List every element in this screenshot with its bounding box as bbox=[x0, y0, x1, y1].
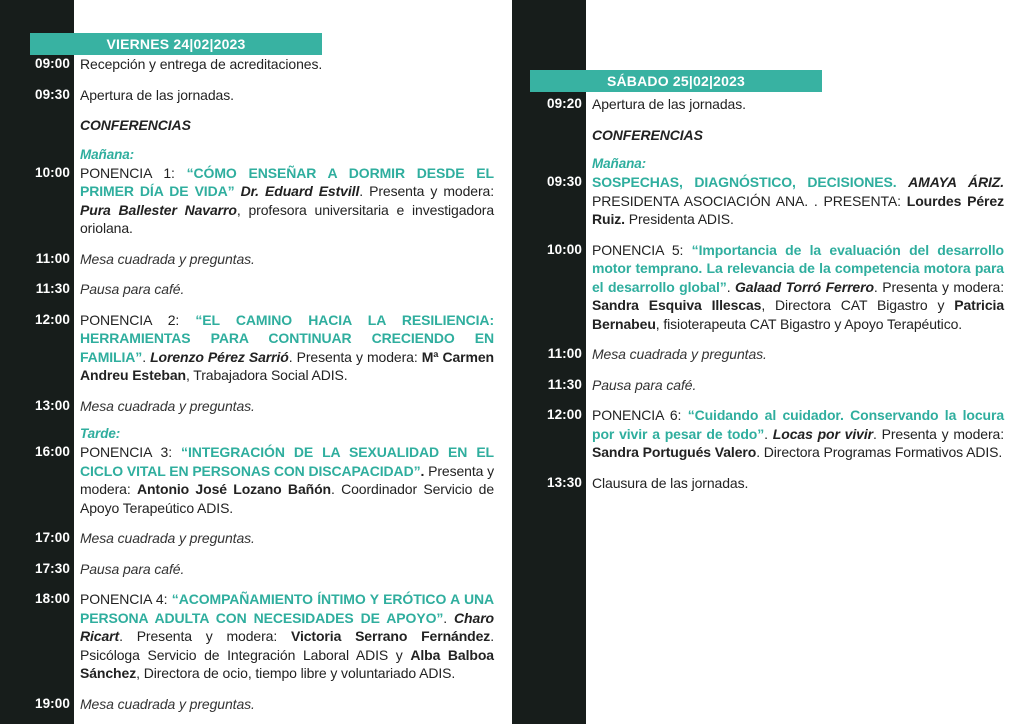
event-text-segment: Presenta y modera: bbox=[80, 462, 495, 497]
event-row bbox=[0, 529, 506, 548]
event-text-segment: . bbox=[764, 425, 773, 442]
event-text-segment: Charo Ricart bbox=[80, 609, 494, 644]
event-row bbox=[0, 86, 506, 105]
event-text bbox=[592, 173, 1020, 229]
event-time: 11:30 bbox=[547, 376, 582, 392]
event-text-segment: Pausa para café. bbox=[80, 560, 185, 577]
event-row bbox=[0, 280, 506, 299]
event-text bbox=[80, 311, 506, 385]
event-text-segment: , fisioterapeuta CAT Bigastro y Apoyo Terapéutico. bbox=[655, 315, 963, 332]
event-time: 09:30 bbox=[546, 174, 582, 189]
event-time: 19:00 bbox=[34, 695, 70, 711]
event-text-segment: Tarde: bbox=[80, 426, 121, 441]
event-text-segment: Pausa para café. bbox=[592, 376, 697, 393]
event-time: 17:30 bbox=[34, 560, 70, 576]
event-text-segment: . Presenta y modera: bbox=[288, 348, 422, 365]
event-text-segment: . bbox=[142, 348, 151, 365]
event-text bbox=[592, 406, 1020, 462]
event-text-segment: CONFERENCIAS bbox=[592, 126, 703, 143]
event-row bbox=[512, 173, 1020, 229]
event-time: 10:00 bbox=[546, 241, 582, 257]
event-text-segment: Mesa cuadrada y preguntas. bbox=[80, 530, 255, 546]
event-text-segment: Locas por vivir bbox=[772, 425, 873, 442]
event-text bbox=[80, 560, 506, 579]
event-row bbox=[512, 95, 1020, 114]
event-text-segment: Mesa cuadrada y preguntas. bbox=[80, 397, 255, 414]
event-text bbox=[592, 95, 1020, 114]
event-text-segment: SOSPECHAS, DIAGNÓSTICO, DECISIONES. bbox=[592, 174, 909, 190]
event-text bbox=[80, 590, 506, 683]
event-text-segment: Patricia Bernabeu bbox=[592, 297, 1005, 332]
event-text-segment: Mañana: bbox=[592, 156, 647, 171]
event-time: 11:00 bbox=[35, 250, 70, 266]
friday-schedule bbox=[0, 55, 506, 724]
event-text-segment: Mesa cuadrada y preguntas. bbox=[80, 695, 255, 712]
event-text-segment: Sandra Esquiva Illescas bbox=[592, 297, 762, 313]
event-time: 12:00 bbox=[34, 311, 70, 327]
event-time: 11:30 bbox=[35, 281, 70, 296]
event-text-segment: . bbox=[420, 462, 429, 479]
event-text-segment: Victoria Serrano Fernández bbox=[290, 628, 491, 644]
event-text-segment: Recepción y entrega de acreditaciones. bbox=[80, 56, 323, 72]
event-time: 17:00 bbox=[34, 530, 70, 545]
event-text-segment: Mª Carmen Andreu Esteban bbox=[80, 348, 494, 383]
event-text-segment: PONENCIA 6: bbox=[592, 407, 688, 423]
event-row bbox=[0, 164, 506, 238]
event-text-segment: PONENCIA 1: bbox=[80, 164, 187, 181]
event-text-segment: “Importancia de la evaluación del desarrollo motor temprano. La relevancia de la competencia motora para el desarrollo global” bbox=[592, 241, 1005, 295]
event-text-segment: Lorenzo Pérez Sarrió bbox=[150, 348, 289, 365]
event-row bbox=[512, 345, 1020, 364]
event-text-segment: , profesora universitaria e investigadora oriolana. bbox=[80, 201, 495, 236]
event-row bbox=[0, 427, 506, 441]
event-row bbox=[0, 695, 506, 714]
event-text-segment: “CÓMO ENSEÑAR A DORMIR DESDE EL PRIMER DÍA DE VIDA” bbox=[80, 164, 494, 199]
event-text-segment: Galaad Torró Ferrero bbox=[734, 278, 874, 295]
event-text bbox=[80, 695, 506, 714]
event-text bbox=[80, 397, 506, 416]
event-text bbox=[80, 427, 506, 441]
event-text-segment: Sandra Portugués Valero bbox=[592, 444, 757, 460]
event-time: 13:30 bbox=[546, 474, 582, 490]
event-row bbox=[0, 148, 506, 162]
event-time: 09:30 bbox=[34, 86, 70, 102]
event-text bbox=[592, 241, 1020, 334]
event-text-segment: Mañana: bbox=[80, 146, 135, 162]
event-text-segment: . bbox=[726, 278, 735, 295]
event-time: 13:00 bbox=[34, 397, 70, 413]
event-text-segment: Dr. Eduard Estvill bbox=[240, 183, 360, 199]
event-text-segment: “ACOMPAÑAMIENTO ÍNTIMO Y ERÓTICO A UNA PERSONA ADULTA CON NECESIDADES DE APOYO” bbox=[80, 591, 495, 626]
saturday-schedule bbox=[512, 95, 1020, 504]
event-row bbox=[0, 397, 506, 416]
event-text bbox=[80, 148, 506, 162]
event-time: 09:00 bbox=[34, 56, 70, 71]
event-row bbox=[512, 241, 1020, 334]
event-text-segment: PONENCIA 5: bbox=[592, 241, 692, 258]
event-time: 12:00 bbox=[546, 407, 582, 422]
event-text bbox=[80, 443, 506, 517]
event-text-segment: . Presenta y modera: bbox=[119, 628, 291, 644]
event-time: 18:00 bbox=[34, 591, 70, 606]
event-text-segment: Apertura de las jornadas. bbox=[592, 96, 746, 112]
event-text-segment: Pausa para café. bbox=[80, 281, 185, 297]
event-row bbox=[0, 443, 506, 517]
event-text bbox=[80, 280, 506, 299]
event-text bbox=[592, 376, 1020, 395]
event-text-segment: Mesa cuadrada y preguntas. bbox=[592, 346, 767, 362]
event-text bbox=[592, 126, 1020, 145]
friday-date-header: VIERNES 24|02|2023 bbox=[30, 33, 322, 55]
event-text bbox=[80, 250, 506, 269]
event-text-segment: Antonio José Lozano Bañón bbox=[136, 481, 331, 497]
event-text-segment: , Trabajadora Social ADIS. bbox=[185, 367, 348, 383]
event-text-segment: “EL CAMINO HACIA LA RESILIENCIA: HERRAMIENTAS PARA CONTINUAR CRECIENDO EN FAMILIA” bbox=[80, 311, 495, 365]
event-text-segment: . Presenta y modera: bbox=[359, 183, 495, 199]
event-text-segment: , Directora de ocio, tiempo libre y voluntariado ADIS. bbox=[136, 665, 456, 681]
event-text-segment: Lourdes Pérez Ruiz. bbox=[592, 192, 1004, 227]
event-text-segment: Alba Balboa Sánchez bbox=[80, 646, 494, 681]
event-row bbox=[0, 590, 506, 683]
event-text-segment: Apertura de las jornadas. bbox=[80, 86, 234, 103]
event-text-segment: . Coordinador Servicio de Apoyo Terapeútico ADIS. bbox=[80, 481, 494, 516]
event-row bbox=[0, 560, 506, 579]
event-time: 16:00 bbox=[34, 444, 70, 459]
event-text-segment: PONENCIA 4: bbox=[80, 591, 172, 607]
event-text-segment: Clausura de las jornadas. bbox=[592, 474, 749, 491]
event-text bbox=[592, 345, 1020, 364]
event-row bbox=[512, 474, 1020, 493]
event-text bbox=[592, 474, 1020, 493]
event-text-segment: . Directora Programas Formativos ADIS. bbox=[756, 444, 1003, 460]
event-text bbox=[592, 157, 1020, 171]
event-row bbox=[512, 376, 1020, 395]
event-text-segment: CONFERENCIAS bbox=[80, 117, 191, 133]
event-text-segment: . Presenta y modera: bbox=[872, 425, 1005, 442]
event-text-segment: Pura Ballester Navarro bbox=[80, 201, 237, 218]
event-text bbox=[80, 529, 506, 548]
event-text-segment: “Cuidando al cuidador. Conservando la locura por vivir a pesar de todo” bbox=[592, 407, 1005, 442]
event-text-segment: “INTEGRACIÓN DE LA SEXUALIDAD EN EL CICLO VITAL EN PERSONAS CON DISCAPACIDAD” bbox=[80, 444, 495, 479]
event-time: 09:20 bbox=[546, 96, 582, 111]
event-text-segment: AMAYA ÁRIZ. bbox=[908, 174, 1005, 190]
event-row bbox=[512, 126, 1020, 145]
event-text-segment: Presidenta ADIS. bbox=[624, 211, 734, 227]
event-text bbox=[80, 164, 506, 238]
event-text-segment: Mesa cuadrada y preguntas. bbox=[80, 250, 255, 267]
event-text-segment: PRESIDENTA ASOCIACIÓN ANA. . PRESENTA: bbox=[592, 192, 907, 209]
event-text bbox=[80, 86, 506, 105]
event-row bbox=[512, 157, 1020, 171]
event-row bbox=[0, 250, 506, 269]
event-text-segment: PONENCIA 3: bbox=[80, 444, 182, 460]
event-text-segment: . Presenta y modera: bbox=[873, 278, 1004, 295]
event-text bbox=[80, 116, 506, 135]
event-time: 10:00 bbox=[34, 164, 70, 180]
event-text bbox=[80, 55, 506, 74]
event-text-segment: PONENCIA 2: bbox=[80, 311, 196, 328]
event-text-segment: . Psicóloga Servicio de Integración Laboral ADIS y bbox=[80, 628, 495, 663]
event-time: 11:00 bbox=[547, 346, 582, 361]
event-row bbox=[0, 311, 506, 385]
event-row bbox=[512, 406, 1020, 462]
event-text-segment: , Directora CAT Bigastro y bbox=[761, 297, 955, 313]
event-text-segment: . bbox=[443, 609, 455, 626]
event-row bbox=[0, 55, 506, 74]
event-row bbox=[0, 116, 506, 135]
saturday-date-header: SÁBADO 25|02|2023 bbox=[530, 70, 822, 92]
